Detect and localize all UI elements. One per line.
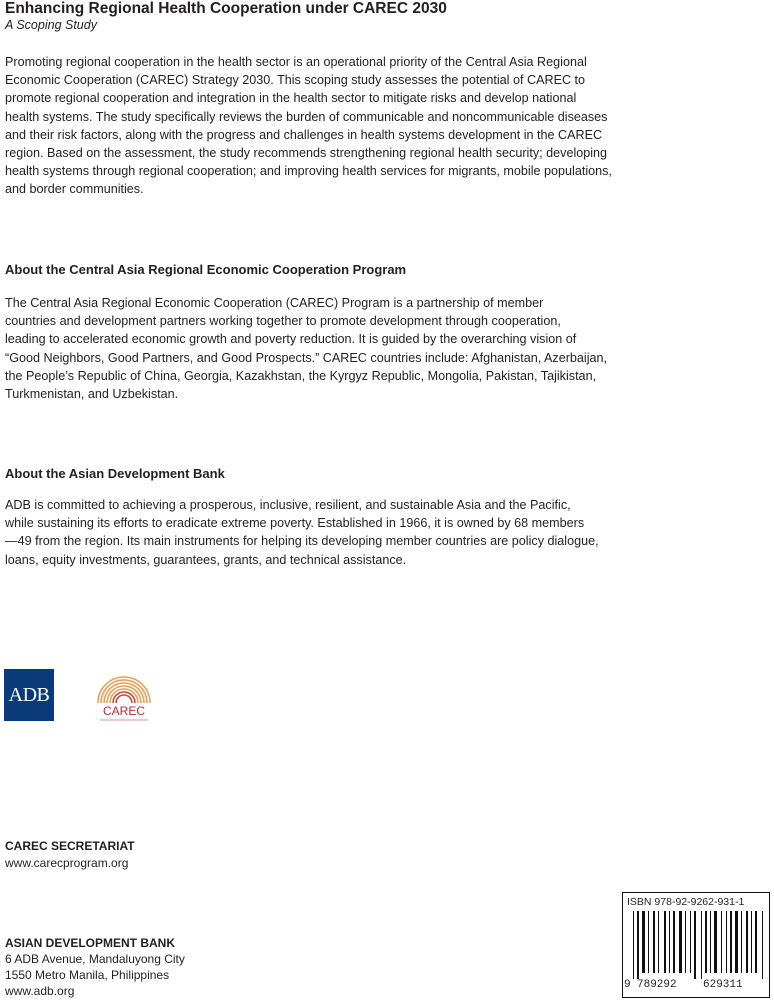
- adb-address-line-2: 1550 Metro Manila, Philippines: [5, 968, 170, 982]
- barcode-bar: [755, 911, 757, 973]
- isbn-barcode: [622, 892, 770, 998]
- barcode-bar: [633, 911, 634, 979]
- secretariat-title: CAREC SECRETARIAT: [5, 839, 135, 853]
- barcode-bar: [726, 911, 727, 973]
- barcode-bar: [705, 911, 707, 973]
- barcode-bar: [701, 911, 702, 979]
- intro-line: and border communities.: [5, 182, 144, 197]
- barcode-bar: [694, 911, 696, 979]
- about-carec-line: “Good Neighbors, Good Partners, and Good Prospects.” CAREC countries include: Afghanistan, Azerbaijan,: [5, 350, 608, 365]
- about-adb-line: while sustaining its efforts to eradicate extreme poverty. Established in 1966, it is owned by 68 members: [5, 516, 585, 531]
- barcode-bar: [714, 911, 717, 973]
- adb-address-line-1: 6 ADB Avenue, Mandaluyong City: [5, 952, 185, 966]
- barcode-bar: [648, 911, 649, 973]
- barcode-right-digits: 629311: [703, 979, 743, 991]
- secretariat-url[interactable]: www.carecprogram.org: [5, 856, 129, 870]
- isbn-number: ISBN 978-92-9262-931-1: [627, 896, 745, 908]
- intro-line: Economic Cooperation (CAREC) Strategy 2030. This scoping study assesses the potential of CAREC to: [5, 73, 586, 88]
- barcode-bar: [669, 911, 670, 973]
- barcode-bar: [653, 911, 655, 973]
- adb-url[interactable]: www.adb.org: [5, 984, 75, 998]
- barcode-bar: [658, 911, 659, 973]
- about-carec-line: the People’s Republic of China, Georgia, Kazakhstan, the Kyrgyz Republic, Mongolia, Pakistan, Tajikistan,: [5, 368, 597, 383]
- about-carec-line: The Central Asia Regional Economic Cooperation (CAREC) Program is a partnership of member: [5, 296, 544, 310]
- about-carec-paragraph: [5, 294, 735, 403]
- barcode-bar: [642, 911, 645, 973]
- barcode-bar: [673, 911, 675, 973]
- carec-logo: [90, 665, 158, 725]
- about-carec-line: leading to accelerated economic growth and poverty reduction. It is guided by the overarching vision of: [5, 332, 577, 347]
- adb-logo: [4, 669, 54, 721]
- intro-line: promote regional cooperation and integration in the health sector to mitigate risks and develop national: [5, 91, 577, 106]
- barcode-bar: [710, 911, 711, 973]
- intro-line: Promoting regional cooperation in the health sector is an operational priority of the Central Asia Regional: [5, 55, 587, 69]
- barcode-bar: [690, 911, 691, 973]
- barcode-bar: [741, 911, 742, 973]
- intro-paragraph: [5, 53, 735, 199]
- barcode-bar: [746, 911, 748, 973]
- barcode-bar: [730, 911, 732, 973]
- document-subtitle: A Scoping Study: [5, 18, 97, 32]
- about-carec-heading: About the Central Asia Regional Economic Cooperation Program: [5, 262, 407, 277]
- barcode-bar: [664, 911, 666, 973]
- barcode-bar: [735, 911, 738, 973]
- about-adb-paragraph: [5, 496, 735, 569]
- adb-contact-title: ASIAN DEVELOPMENT BANK: [5, 936, 176, 950]
- intro-line: health systems. The study specifically reviews the burden of communicable and noncommunicable diseases: [5, 109, 608, 124]
- intro-line: health systems through regional cooperation; and improving health services for migrants, mobile populations,: [5, 164, 612, 179]
- intro-line: and their risk factors, along with the progress and challenges in health systems development in the CAREC: [5, 127, 603, 142]
- document-title: Enhancing Regional Health Cooperation under CAREC 2030: [5, 0, 447, 17]
- adb-logo-text: ADB: [8, 683, 50, 706]
- intro-line: region. Based on the assessment, the study recommends strengthening regional health security; developing: [5, 146, 608, 161]
- about-adb-line: loans, equity investments, guarantees, grants, and technical assistance.: [5, 552, 407, 567]
- about-adb-heading: About the Asian Development Bank: [5, 466, 225, 481]
- barcode-bars: [623, 911, 769, 979]
- barcode-bar: [751, 911, 752, 973]
- barcode-bar: [721, 911, 722, 973]
- about-adb-line: —49 from the region. Its main instruments for helping its developing member countries are policy dialogue,: [5, 534, 599, 549]
- about-adb-line: ADB is committed to achieving a prosperous, inclusive, resilient, and sustainable Asia and the Pacific,: [5, 498, 571, 512]
- barcode-bar: [762, 911, 763, 979]
- barcode-bar: [685, 911, 686, 973]
- about-carec-line: Turkmenistan, and Uzbekistan.: [5, 387, 179, 402]
- barcode-left-digits: 789292: [637, 979, 677, 991]
- barcode-bar: [679, 911, 682, 973]
- barcode-bar: [637, 911, 639, 979]
- carec-logo-text: CAREC: [102, 704, 146, 718]
- barcode-first-digit: 9: [624, 979, 631, 991]
- about-carec-line: countries and development partners working together to promote development through cooperation,: [5, 314, 561, 329]
